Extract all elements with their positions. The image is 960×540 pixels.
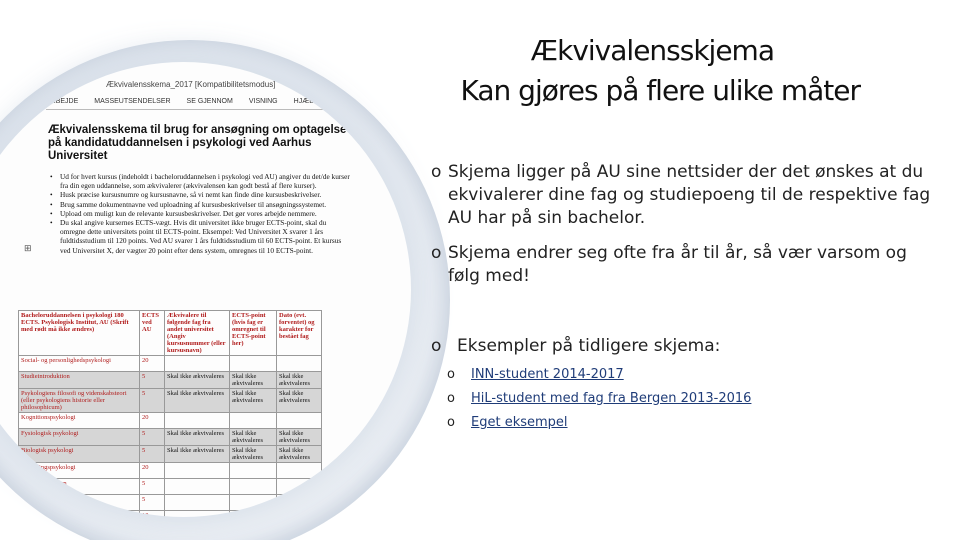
- table-cell: Skal ikke ækvivaleres: [230, 389, 277, 413]
- document-screenshot: [18, 72, 350, 517]
- table-cell: 20: [140, 356, 165, 372]
- bullet-text: Skjema ligger på AU sine nettsider der det ønskes at du ekvivalerer dine fag og studiepoeng til de respektive fag AU har på sin bachelor.: [448, 162, 931, 228]
- sub-bullet-marker: o: [447, 367, 455, 382]
- table-cell: Kognitionspsykologi: [19, 413, 140, 429]
- table-cell: [230, 413, 277, 429]
- table-row: [19, 463, 322, 479]
- table-cell: Psykologiens filosofi og videnskabsteori (eller psykologiens historie eller philosophicum): [19, 389, 140, 413]
- table-cell: [230, 463, 277, 479]
- table-cell: [277, 413, 322, 429]
- table-cell: [277, 495, 322, 511]
- table-cell: [230, 479, 277, 495]
- table-cell: [230, 356, 277, 372]
- table-header-cell: Dato (evt. forventet) og karakter for bestået fag: [277, 311, 322, 356]
- table-cell: 5: [140, 389, 165, 413]
- table-cell: [165, 479, 230, 495]
- table-cell: Skal ikke ækvivaleres: [230, 429, 277, 446]
- table-cell: 5: [140, 429, 165, 446]
- table-cell: Studieintroduktion: [19, 372, 140, 389]
- table-row: [19, 372, 322, 389]
- table-header-cell: Bacheloruddannelsen i psykologi 180 ECTS. Psykologisk Institut, AU (Skrift med rødt må ikke ændres): [19, 311, 140, 356]
- table-cell: [277, 479, 322, 495]
- table-cell: Udviklingspsykologi: [19, 463, 140, 479]
- ribbon-item: SE GJENNOM: [186, 98, 233, 105]
- table-cell: [230, 511, 277, 518]
- table-move-handle-icon: ⊞: [24, 243, 32, 253]
- table-cell: 5: [140, 495, 165, 511]
- table-cell: Fysiologisk psykologi: [19, 429, 140, 446]
- link-eget-eksempel[interactable]: Eget eksempel: [471, 415, 568, 430]
- table-header-cell: ECTS-point (hvis fag er omregnet til ECTS-point her): [230, 311, 277, 356]
- table-cell: [165, 511, 230, 518]
- bullet-item: [431, 242, 931, 288]
- document-heading: Ækvivalensskema til brug for ansøgning om optagelse på kandidatuddannelsen i psykologi ved Aarhus Universitet: [48, 124, 347, 162]
- table-cell: ..., voksne: [19, 495, 140, 511]
- document-bullet: • Husk præcise kursusnumre og kursusnavne, så vi nemt kan finde dine kursusbeskrivelser.: [50, 190, 350, 199]
- sub-bullet-marker: o: [447, 391, 455, 406]
- document-bullet-list: [50, 172, 350, 255]
- table-cell: [230, 495, 277, 511]
- table-cell: Skal ikke ækvivaleres: [230, 446, 277, 463]
- table-cell: Skal ikke ækvivaleres: [165, 446, 230, 463]
- table-cell: 5: [140, 372, 165, 389]
- document-bullet: • Ud for hvert kursus (indeholdt i bacheloruddannelsen i psykologi ved AU) angiver du det/de kurser fra din egen uddannelse, som ækvivalerer (ækvivalensen kan godt bestå af flere kurser).: [50, 172, 350, 190]
- document-ribbon-menu: [46, 98, 348, 110]
- table-cell: Skal ikke ækvivaleres: [165, 429, 230, 446]
- bullet-marker: o: [431, 336, 442, 356]
- example-link-item: [447, 411, 751, 435]
- table-cell: [165, 413, 230, 429]
- bullet-item: [431, 161, 931, 230]
- table-cell: ...logi: [19, 511, 140, 518]
- sub-bullet-marker: o: [447, 415, 455, 430]
- document-tab-title: Ækvivalensskema_2017 [Kompatibilitetsmodus]: [106, 80, 276, 89]
- link-hil-student[interactable]: HiL-student med fag fra Bergen 2013-2016: [471, 391, 752, 406]
- table-cell: Skal ikke ækvivaleres: [230, 372, 277, 389]
- slide-subtitle: Kan gjøres på flere ulike måter: [460, 74, 860, 107]
- equivalence-table: [18, 310, 322, 517]
- table-header-cell: Ækvivalere til følgende fag fra andet universitet (Angiv kursusnummer (eller kursusnavn): [165, 311, 230, 356]
- table-row: [19, 429, 322, 446]
- table-header-row: [19, 311, 322, 356]
- ribbon-item: MASSEUTSENDELSER: [94, 98, 171, 105]
- document-bullet: • Upload om muligt kun de relevante kursusbeskrivelser. Det gør vores arbejde nemmere.: [50, 209, 350, 218]
- example-link-list: [447, 363, 751, 435]
- table-cell: Social- og personlighedspsykologi: [19, 356, 140, 372]
- table-cell: [277, 356, 322, 372]
- table-cell: [277, 511, 322, 518]
- table-cell: 20: [140, 413, 165, 429]
- example-link-item: [447, 363, 751, 387]
- ribbon-item: VISNING: [248, 98, 278, 105]
- table-row: [19, 511, 322, 518]
- table-row: [19, 356, 322, 372]
- table-cell: [165, 356, 230, 372]
- example-link-item: [447, 387, 751, 411]
- document-bullet: • Du skal angive kursernes ECTS-vægt. Hvis dit universitet ikke bruger ECTS-point, skal du omregne dette universitets point til ECTS-point. Eksempel: Ved Universitet X svarer 1 års fuldtidsstudium til 120 points. Ved AU svarer 1 års fuldtidsstudium til 60 ECTS-point. Et kursus ved Universitet X, der vægter 20 point efter dens system, omregnes til 10 ECTS-point.: [50, 218, 350, 255]
- slide-title: Ækvivalensskjema: [530, 34, 774, 67]
- bullet-marker: o: [431, 243, 442, 263]
- bullet-text: Eksempler på tidligere skjema:: [457, 336, 721, 356]
- table-cell: 20: [140, 463, 165, 479]
- ribbon-item: HJÆLP: [293, 98, 318, 105]
- table-cell: Skal ikke ækvivaleres: [165, 389, 230, 413]
- table-cell: Skal ikke ækvivaleres: [165, 372, 230, 389]
- table-row: [19, 495, 322, 511]
- table-cell: Skal ikke ækvivaleres: [277, 446, 322, 463]
- table-cell: [165, 495, 230, 511]
- table-cell: ...psykologi, børn: [19, 479, 140, 495]
- link-inn-student[interactable]: INN-student 2014-2017: [471, 367, 624, 382]
- table-cell: 10: [140, 511, 165, 518]
- table-cell: [165, 463, 230, 479]
- table-header-cell: ECTS ved AU: [140, 311, 165, 356]
- bullet-marker: o: [431, 162, 442, 182]
- bullet-item: [431, 335, 931, 358]
- table-row: [19, 446, 322, 463]
- table-row: [19, 479, 322, 495]
- ribbon-item: ARBEJDE: [46, 98, 79, 105]
- table-row: [19, 413, 322, 429]
- bullet-text: Skjema endrer seg ofte fra år til år, så vær varsom og følg med!: [448, 243, 907, 286]
- table-cell: Biologisk psykologi: [19, 446, 140, 463]
- table-cell: Skal ikke ækvivaleres: [277, 429, 322, 446]
- table-cell: 5: [140, 446, 165, 463]
- table-cell: [277, 463, 322, 479]
- table-row: [19, 389, 322, 413]
- table-cell: Skal ikke ækvivaleres: [277, 372, 322, 389]
- table-cell: 5: [140, 479, 165, 495]
- document-bullet: • Brug samme dokumentnavne ved uploadning af kursusbeskrivelser til ansøgningssystemet.: [50, 200, 350, 209]
- table-cell: Skal ikke ækvivaleres: [277, 389, 322, 413]
